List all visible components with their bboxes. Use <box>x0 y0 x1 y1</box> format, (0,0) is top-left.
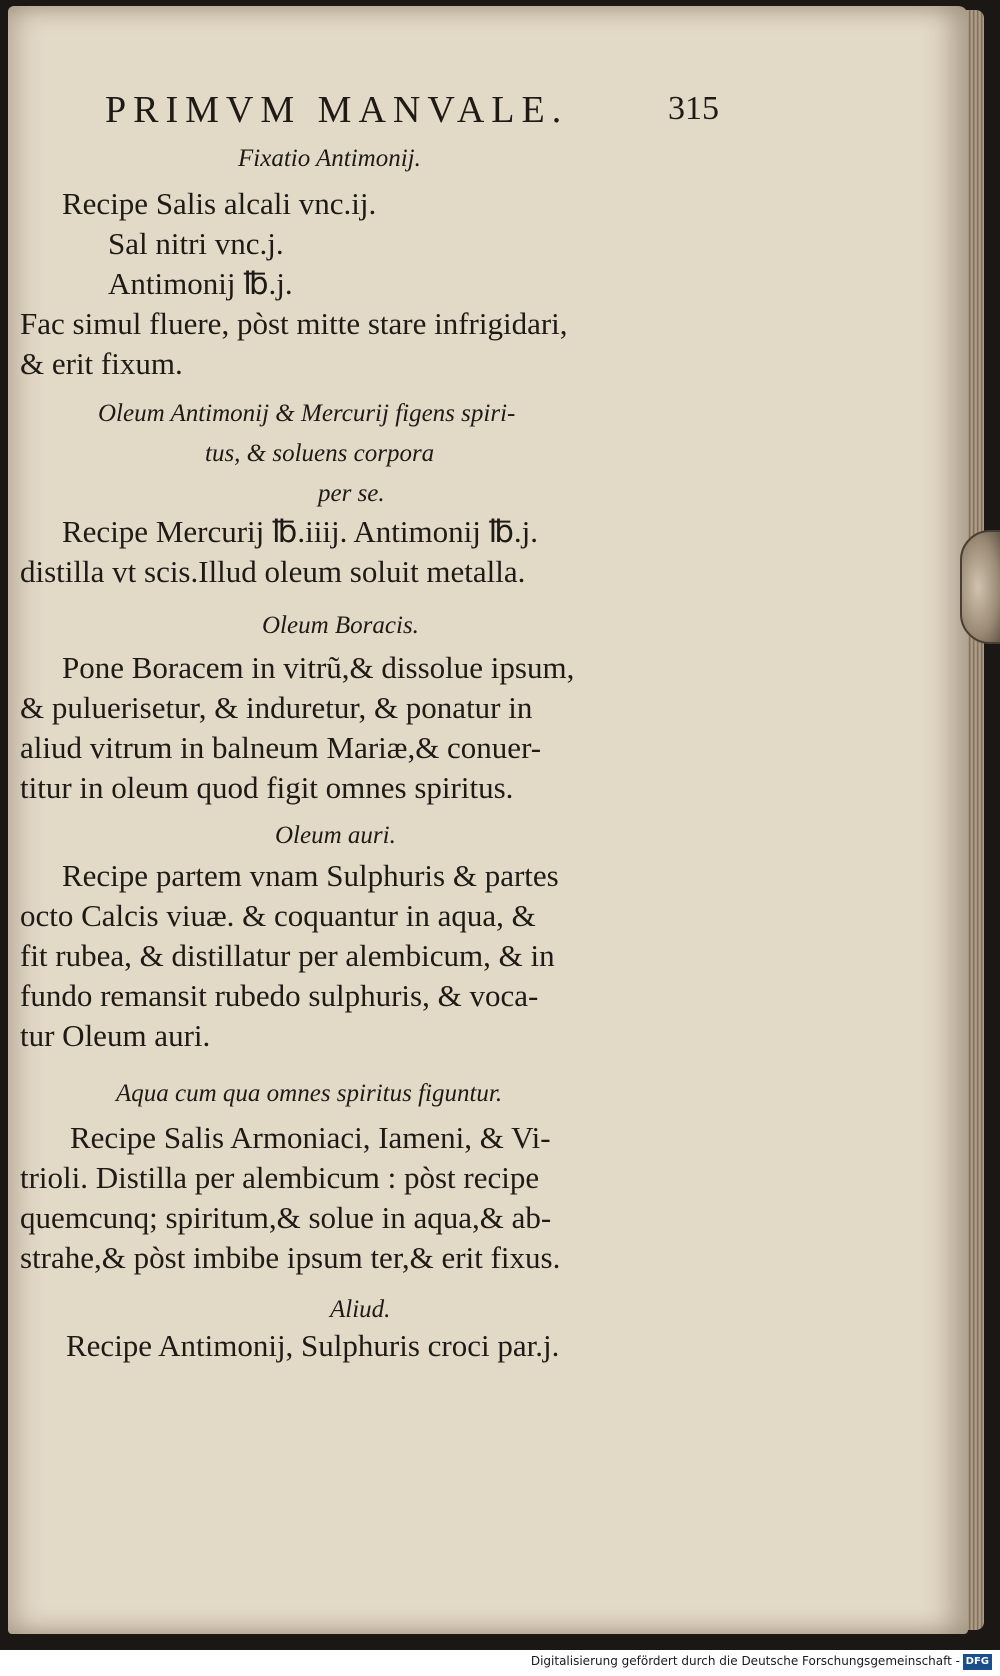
text-line: quemcunq; spiritum,& solue in aqua,& ab- <box>20 1200 552 1235</box>
text-line: distilla vt scis.Illud oleum soluit metalla. <box>20 554 526 589</box>
text-line: octo Calcis viuæ. & coquantur in aqua, & <box>20 898 536 933</box>
section-heading: Oleum Antimonij & Mercurij figens spiri- <box>98 400 516 427</box>
text-line: & puluerisetur, & induretur, & ponatur in <box>20 690 533 725</box>
text-line: fit rubea, & distillatur per alembicum, & in <box>20 938 555 973</box>
dfg-logo-badge: DFG <box>963 1654 992 1670</box>
text-line: Pone Boracem in vitrũ,& dissolue ipsum, <box>62 650 575 685</box>
text-line: Recipe Antimonij, Sulphuris croci par.j. <box>66 1328 560 1363</box>
text-line: Antimonij ℔.j. <box>108 266 293 301</box>
text-line: Recipe Salis alcali vnc.ij. <box>62 186 377 221</box>
text-line: & erit fixum. <box>20 346 183 381</box>
text-line: tur Oleum auri. <box>20 1018 211 1053</box>
section-heading: per se. <box>318 480 385 507</box>
text-line: Recipe Mercurij ℔.iiij. Antimonij ℔.j. <box>62 514 539 549</box>
running-head: PRIMVM MANVALE. <box>105 89 569 131</box>
section-heading: tus, & soluens corpora <box>205 440 435 467</box>
text-line: fundo remansit rubedo sulphuris, & voca- <box>20 978 539 1013</box>
section-heading: Oleum Boracis. <box>262 612 419 639</box>
text-line: Recipe Salis Armoniaci, Iameni, & Vi- <box>70 1120 551 1155</box>
text-line: aliud vitrum in balneum Mariæ,& conuer- <box>20 730 542 765</box>
text-line: Fac simul fluere, pòst mitte stare infrigidari, <box>20 306 568 341</box>
text-line: trioli. Distilla per alembicum : pòst recipe <box>20 1160 540 1195</box>
text-line: Recipe partem vnam Sulphuris & partes <box>62 858 559 893</box>
text-line: strahe,& pòst imbibe ipsum ter,& erit fixus. <box>20 1240 561 1275</box>
book-clasp <box>960 530 1000 644</box>
footer-credit: Digitalisierung gefördert durch die Deutsche Forschungsgemeinschaft - <box>530 1654 960 1668</box>
section-heading: Fixatio Antimonij. <box>238 145 421 172</box>
section-heading: Oleum auri. <box>275 822 396 849</box>
section-heading: Aqua cum qua omnes spiritus figuntur. <box>116 1080 503 1107</box>
page-number: 315 <box>668 90 719 127</box>
text-line: Sal nitri vnc.j. <box>108 226 284 261</box>
text-line: titur in oleum quod figit omnes spiritus. <box>20 770 514 805</box>
section-heading: Aliud. <box>330 1296 391 1323</box>
